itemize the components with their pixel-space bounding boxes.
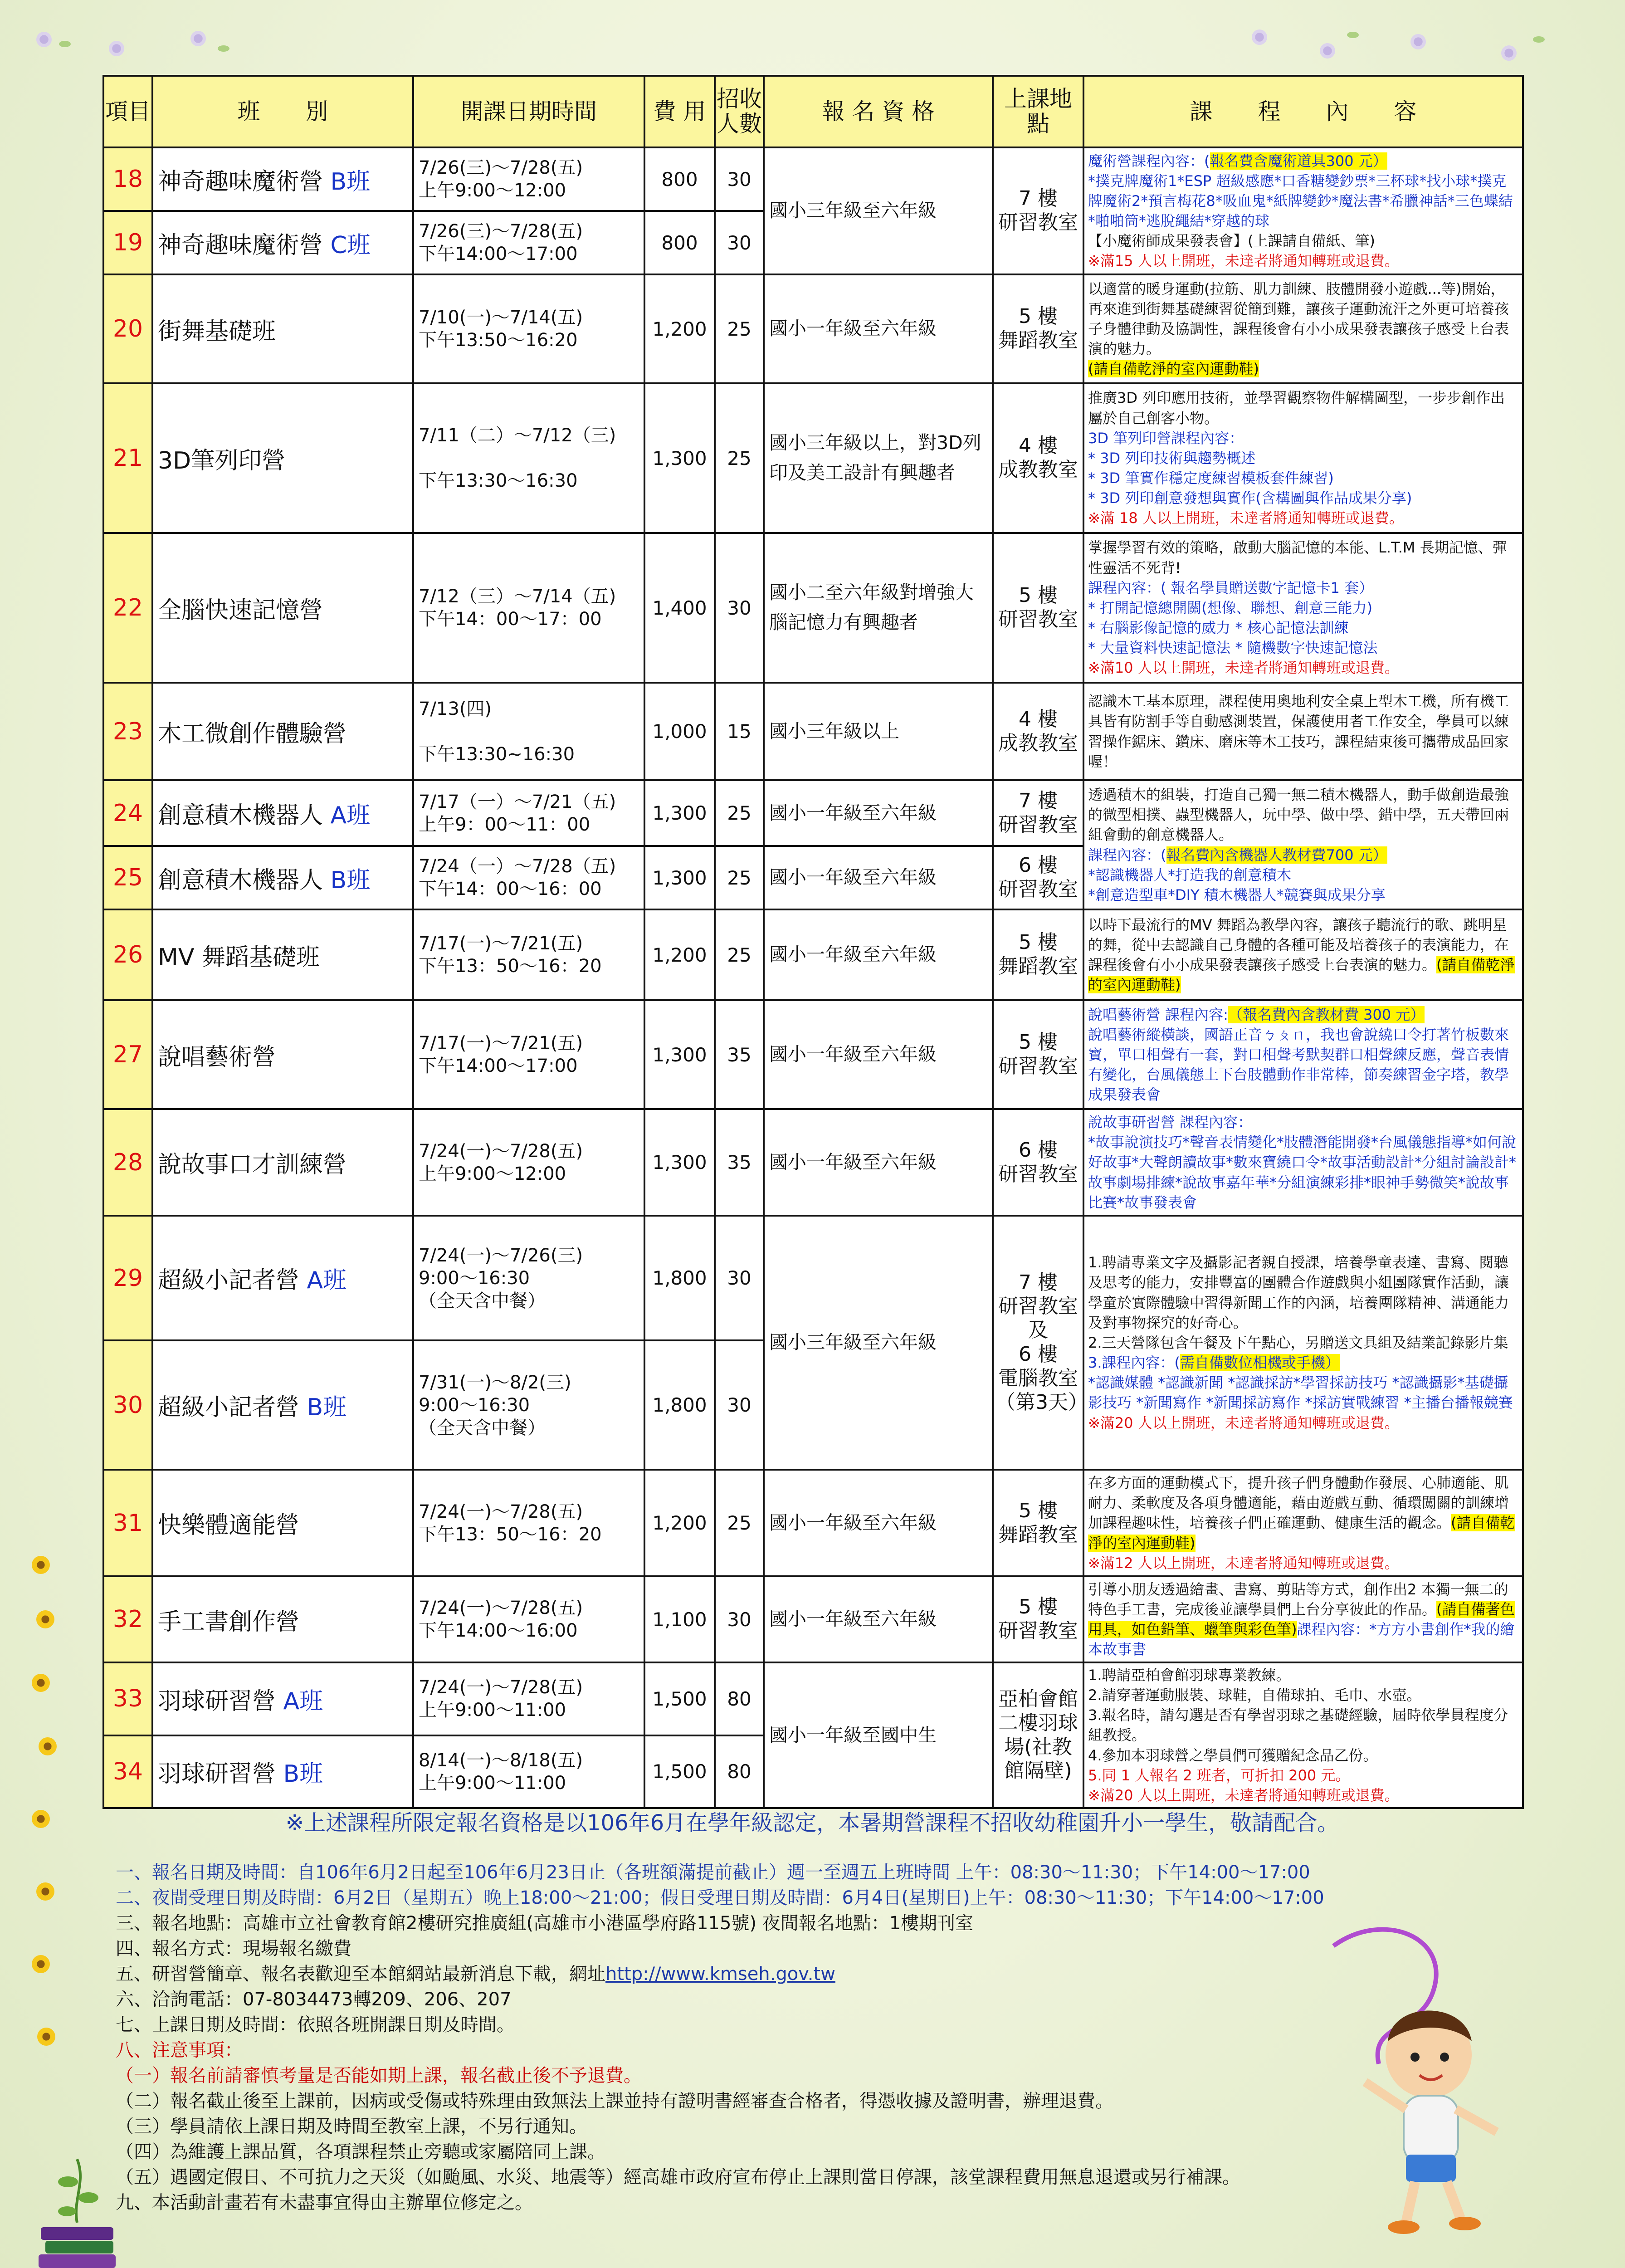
row-no: 26 bbox=[103, 909, 152, 1000]
class-location: 6 樓 研習教室 bbox=[993, 1109, 1083, 1216]
class-eligibility: 國小一年級至六年級 bbox=[764, 1576, 993, 1662]
class-eligibility: 國小一年級至國中生 bbox=[764, 1662, 993, 1808]
class-content: 1.聘請專業文字及攝影記者親自授課，培養學童表達、書寫、閱聽及思考的能力，安排豐富的團體合作遊戲與小組團隊實作活動，讓學童於實際體驗中習得新聞工作的內涵，培養團隊精神、溝通能力及對事物探究的好奇心。 2.三天營隊包含午餐及下午點心，另贈送文具組及結業記錄影片集 3.課程內容：(需自備數位相機或手機） *認識媒體 *認識新聞 *認識採訪*學習採訪技巧 *認識攝影*基礎攝影技巧 *新聞寫作 *新聞採訪寫作 *採訪實戰練習 *主播台播報競賽 ※滿20 人以上開班，未達者將通知轉班或退費。 bbox=[1083, 1216, 1523, 1470]
books-plant-illustration bbox=[32, 2155, 122, 2268]
class-capacity: 25 bbox=[715, 1470, 764, 1576]
class-eligibility: 國小一年級至六年級 bbox=[764, 274, 993, 383]
row-no: 25 bbox=[103, 846, 152, 909]
class-fee: 1,300 bbox=[644, 1000, 715, 1109]
class-location: 7 樓 研習教室 及 6 樓 電腦教室 （第3天） bbox=[993, 1216, 1083, 1470]
row-no: 18 bbox=[103, 147, 152, 211]
class-fee: 1,300 bbox=[644, 780, 715, 846]
table-row bbox=[103, 1000, 1523, 1109]
class-content: 說唱藝術營 課程內容:（報名費內含教材費 300 元） 說唱藝術縱橫談，國語正音ㄅㄆㄇ，我也會說繞口令打著竹板數來寶，單口相聲有一套，對口相聲考默契群口相聲練反應，聲音表情有變化，台風儀態上下台肢體動作非常棒，節奏練習金字塔，教學成果發表會 bbox=[1083, 1000, 1523, 1109]
class-fee: 800 bbox=[644, 211, 715, 274]
table-header-row bbox=[103, 76, 1523, 147]
class-location: 5 樓 舞蹈教室 bbox=[993, 1470, 1083, 1576]
info-line: 九、本活動計畫若有未盡事宜得由主辦單位修定之。 bbox=[116, 2192, 533, 2213]
class-fee: 1,300 bbox=[644, 383, 715, 533]
class-location: 7 樓 研習教室 bbox=[993, 780, 1083, 846]
table-row bbox=[103, 1576, 1523, 1662]
row-no: 20 bbox=[103, 274, 152, 383]
table-row bbox=[103, 147, 1523, 211]
class-location: 5 樓 舞蹈教室 bbox=[993, 274, 1083, 383]
header-location: 上課地點 bbox=[993, 76, 1083, 147]
class-content: 推廣3D 列印應用技術，並學習觀察物件解構圖型，一步步創作出屬於自己創客小物。 3D 筆列印營課程內容： * 3D 列印技術與趨勢概述 * 3D 筆實作穩定度練習模板套件練習) * 3D 列印創意發想與實作(含構圖與作品成果分享) ※滿 18 人以上開班，未達者將通知轉班或退費。 bbox=[1083, 383, 1523, 533]
class-fee: 1,800 bbox=[644, 1340, 715, 1470]
info-line: 一、報名日期及時間：自106年6月2日起至106年6月23日止（各班額滿提前截止）週一至週五上班時間 上午：08:30～11:30；下午14:00～17:00 bbox=[116, 1862, 1310, 1883]
info-note: （三）學員請依上課日期及時間至教室上課，不另行通知。 bbox=[116, 2116, 587, 2137]
class-date: 7/24(一)～7/28(五) 上午9:00～11:00 bbox=[413, 1662, 644, 1735]
class-content: 以時下最流行的MV 舞蹈為教學內容，讓孩子聽流行的歌、跳明星的舞，從中去認識自己身體的各種可能及培養孩子的表演能力，在課程後會有小小成果發表讓孩子感受上台表演的魅力。(請自備乾淨的室內運動鞋) bbox=[1083, 909, 1523, 1000]
class-date: 7/10(一)～7/14(五) 下午13:50～16:20 bbox=[413, 274, 644, 383]
info-note: （四）為維護上課品質，各項課程禁止旁聽或家屬陪同上課。 bbox=[116, 2141, 605, 2162]
class-content: 說故事研習營 課程內容： *故事說演技巧*聲音表情變化*肢體潛能開發*台風儀態指導*如何說好故事*大聲朗讀故事*數來寶繞口令*故事活動設計*分組討論設計*故事劇場排練*說故事嘉年華*分組演練彩排*眼神手勢微笑*說故事比賽*故事發表會 bbox=[1083, 1109, 1523, 1216]
class-fee: 800 bbox=[644, 147, 715, 211]
class-capacity: 35 bbox=[715, 1109, 764, 1216]
class-date: 7/24(一)～7/28(五) 下午13：50～16：20 bbox=[413, 1470, 644, 1576]
class-fee: 1,500 bbox=[644, 1735, 715, 1809]
class-fee: 1,200 bbox=[644, 909, 715, 1000]
row-no: 22 bbox=[103, 533, 152, 683]
class-capacity: 25 bbox=[715, 780, 764, 846]
row-no: 33 bbox=[103, 1662, 152, 1735]
class-content: 透過積木的組裝，打造自己獨一無二積木機器人，動手做創造最強的微型相撲、蟲型機器人，玩中學、做中學、錯中學，五天帶回兩組會動的創意機器人。 課程內容：(報名費內含機器人教材費700 元） *認識機器人*打造我的創意積木 *創意造型車*DIY 積木機器人*競賽與成果分享 bbox=[1083, 780, 1523, 909]
header-no: 項目 bbox=[103, 76, 152, 147]
class-name: 3D筆列印營 bbox=[152, 383, 413, 533]
class-content: 魔術營課程內容：(報名費含魔術道具300 元） *撲克牌魔術1*ESP 超級感應*口香糖變鈔票*三杯球*找小球*撲克牌魔術2*預言梅花8*吸血鬼*紙牌變鈔*魔法書*希臘神話*三色蝶結*啪啪筒*逃脫繩結*穿越的球 【小魔術師成果發表會】(上課請自備紙、筆) ※滿15 人以上開班，未達者將通知轉班或退費。 bbox=[1083, 147, 1523, 274]
registration-info bbox=[116, 1860, 1522, 2215]
class-content: 在多方面的運動模式下，提升孩子們身體動作發展、心肺適能、肌耐力、柔軟度及各項身體適能，藉由遊戲互動、循環闖關的訓練增加課程趣味性，培養孩子們正確運動、健康生活的觀念。(請自備乾淨的室內運動鞋) ※滿12 人以上開班，未達者將通知轉班或退費。 bbox=[1083, 1470, 1523, 1576]
class-name: 羽球研習營 B班 bbox=[152, 1735, 413, 1809]
class-capacity: 25 bbox=[715, 846, 764, 909]
info-note: （二）報名截止後至上課前，因病或受傷或特殊理由致無法上課並持有證明書經審查合格者，得憑收據及證明書，辦理退費。 bbox=[116, 2091, 1113, 2112]
class-capacity: 30 bbox=[715, 1576, 764, 1662]
class-capacity: 35 bbox=[715, 1000, 764, 1109]
class-date: 7/13(四) 下午13:30~16:30 bbox=[413, 683, 644, 780]
row-no: 24 bbox=[103, 780, 152, 846]
class-capacity: 30 bbox=[715, 147, 764, 211]
table-row bbox=[103, 1662, 1523, 1735]
info-note: （五）遇國定假日、不可抗力之天災（如颱風、水災、地震等）經高雄市政府宣布停止上課則當日停課，該堂課程費用無息退還或另行補課。 bbox=[116, 2167, 1240, 2188]
class-name: 創意積木機器人 B班 bbox=[152, 846, 413, 909]
class-content: 以適當的暖身運動(拉筋、肌力訓練、肢體開發小遊戲...等)開始，再來進到街舞基礎練習從簡到難，讓孩子運動流汗之外更可培養孩子身體律動及協調性，課程後會有小小成果發表讓孩子感受上台表演的魅力。 (請自備乾淨的室內運動鞋) bbox=[1083, 274, 1523, 383]
class-name: 快樂體適能營 bbox=[152, 1470, 413, 1576]
table-row bbox=[103, 1109, 1523, 1216]
class-capacity: 30 bbox=[715, 1216, 764, 1340]
class-fee: 1,300 bbox=[644, 846, 715, 909]
class-date: 7/17（一）～7/21（五) 上午9：00～11：00 bbox=[413, 780, 644, 846]
class-fee: 1,100 bbox=[644, 1576, 715, 1662]
class-name: 木工微創作體驗營 bbox=[152, 683, 413, 780]
class-name: 說唱藝術營 bbox=[152, 1000, 413, 1109]
class-location: 亞柏會館 二樓羽球 場(社教 館隔壁) bbox=[993, 1662, 1083, 1808]
class-eligibility: 國小一年級至六年級 bbox=[764, 780, 993, 846]
course-schedule-table bbox=[102, 75, 1524, 1809]
table-row bbox=[103, 780, 1523, 846]
class-location: 5 樓 研習教室 bbox=[993, 1000, 1083, 1109]
header-eligibility: 報 名 資 格 bbox=[764, 76, 993, 147]
table-row bbox=[103, 683, 1523, 780]
class-date: 7/26(三)～7/28(五) 下午14:00～17:00 bbox=[413, 211, 644, 274]
class-name: MV 舞蹈基礎班 bbox=[152, 909, 413, 1000]
info-line: 七、上課日期及時間：依照各班開課日期及時間。 bbox=[116, 2014, 515, 2035]
sunflower-decoration bbox=[32, 1556, 59, 2146]
class-name: 說故事口才訓練營 bbox=[152, 1109, 413, 1216]
class-location: 5 樓 研習教室 bbox=[993, 533, 1083, 683]
class-date: 7/17(一)～7/21(五) 下午13：50～16：20 bbox=[413, 909, 644, 1000]
info-line: 四、報名方式：現場報名繳費 bbox=[116, 1938, 351, 1959]
class-fee: 1,400 bbox=[644, 533, 715, 683]
row-no: 19 bbox=[103, 211, 152, 274]
class-capacity: 30 bbox=[715, 211, 764, 274]
class-fee: 1,200 bbox=[644, 274, 715, 383]
class-capacity: 30 bbox=[715, 533, 764, 683]
class-location: 6 樓 研習教室 bbox=[993, 846, 1083, 909]
class-eligibility: 國小三年級以上 bbox=[764, 683, 993, 780]
class-name: 街舞基礎班 bbox=[152, 274, 413, 383]
header-capacity: 招收人數 bbox=[715, 76, 764, 147]
row-no: 27 bbox=[103, 1000, 152, 1109]
class-date: 7/24(一)～7/28(五) 下午14:00～16:00 bbox=[413, 1576, 644, 1662]
class-eligibility: 國小二至六年級對增強大腦記憶力有興趣者 bbox=[764, 533, 993, 683]
table-row bbox=[103, 909, 1523, 1000]
class-eligibility: 國小三年級至六年級 bbox=[764, 147, 993, 274]
class-name: 手工書創作營 bbox=[152, 1576, 413, 1662]
class-name: 全腦快速記憶營 bbox=[152, 533, 413, 683]
class-location: 7 樓 研習教室 bbox=[993, 147, 1083, 274]
row-no: 28 bbox=[103, 1109, 152, 1216]
class-capacity: 25 bbox=[715, 274, 764, 383]
class-date: 7/31(一)～8/2(三) 9:00～16:30 （全天含中餐） bbox=[413, 1340, 644, 1470]
class-eligibility: 國小一年級至六年級 bbox=[764, 909, 993, 1000]
class-capacity: 80 bbox=[715, 1735, 764, 1809]
class-date: 7/26(三)～7/28(五) 上午9:00～12:00 bbox=[413, 147, 644, 211]
class-capacity: 25 bbox=[715, 909, 764, 1000]
info-note: （一）報名前請審慎考量是否能如期上課，報名截止後不予退費。 bbox=[116, 2065, 642, 2086]
info-line: 三、報名地點：高雄市立社會教育館2樓研究推廣組(高雄市小港區學府路115號) 夜間報名地點：1樓期刊室 bbox=[116, 1913, 974, 1934]
class-fee: 1,300 bbox=[644, 1109, 715, 1216]
table-row bbox=[103, 274, 1523, 383]
class-date: 7/12（三）～7/14（五) 下午14：00～17：00 bbox=[413, 533, 644, 683]
class-date: 7/24(一)～7/26(三) 9:00～16:30 （全天含中餐） bbox=[413, 1216, 644, 1340]
header-date: 開課日期時間 bbox=[413, 76, 644, 147]
table-row bbox=[103, 1470, 1523, 1576]
class-name: 羽球研習營 A班 bbox=[152, 1662, 413, 1735]
website-link[interactable]: http://www.kmseh.gov.tw bbox=[605, 1964, 835, 1984]
header-content: 課 程 內 容 bbox=[1083, 76, 1523, 147]
row-no: 31 bbox=[103, 1470, 152, 1576]
class-name: 創意積木機器人 A班 bbox=[152, 780, 413, 846]
class-content: 掌握學習有效的策略，啟動大腦記憶的本能、L.T.M 長期記憶、彈性靈活不死背! 課程內容：( 報名學員贈送數字記憶卡1 套） * 打開記憶總開關(想像、聯想、創意三能力) * 右腦影像記憶的威力 * 核心記憶法訓練 * 大量資料快速記憶法 * 隨機數字快速記憶法 ※滿10 人以上開班，未達者將通知轉班或退費。 bbox=[1083, 533, 1523, 683]
class-name: 神奇趣味魔術營 B班 bbox=[152, 147, 413, 211]
class-location: 5 樓 舞蹈教室 bbox=[993, 909, 1083, 1000]
class-fee: 1,800 bbox=[644, 1216, 715, 1340]
class-name: 超級小記者營 B班 bbox=[152, 1340, 413, 1470]
class-date: 7/24（一）～7/28（五) 下午14：00～16：00 bbox=[413, 846, 644, 909]
class-date: 7/11（二）～7/12（三) 下午13:30～16:30 bbox=[413, 383, 644, 533]
row-no: 29 bbox=[103, 1216, 152, 1340]
row-no: 30 bbox=[103, 1340, 152, 1470]
row-no: 32 bbox=[103, 1576, 152, 1662]
class-capacity: 15 bbox=[715, 683, 764, 780]
row-no: 34 bbox=[103, 1735, 152, 1809]
class-content: 認識木工基本原理，課程使用奧地利安全桌上型木工機，所有機工具皆有防割手等自動感測裝置，保護使用者工作安全，學員可以練習操作鋸床、鑽床、磨床等木工技巧，課程結束後可攜帶成品回家喔！ bbox=[1083, 683, 1523, 780]
flower-border-decoration bbox=[27, 27, 1598, 64]
class-capacity: 25 bbox=[715, 383, 764, 533]
class-capacity: 30 bbox=[715, 1340, 764, 1470]
table-row bbox=[103, 533, 1523, 683]
class-content: 1.聘請亞柏會館羽球專業教練。 2.請穿著運動服裝、球鞋，自備球拍、毛巾、水壺。 3.報名時，請勾選是否有學習羽球之基礎經驗，屆時依學員程度分組教授。 4.參加本羽球營之學員們可獲贈紀念品乙份。 5.同 1 人報名 2 班者，可折扣 200 元。 ※滿20 人以上開班，未達者將通知轉班或退費。 bbox=[1083, 1662, 1523, 1808]
class-capacity: 80 bbox=[715, 1662, 764, 1735]
eligibility-notice: ※上述課程所限定報名資格是以106年6月在學年級認定，本暑期營課程不招收幼稚園升小一學生，敬請配合。 bbox=[285, 1810, 1339, 1836]
class-fee: 1,200 bbox=[644, 1470, 715, 1576]
class-eligibility: 國小三年級以上，對3D列印及美工設計有興趣者 bbox=[764, 383, 993, 533]
class-name: 超級小記者營 A班 bbox=[152, 1216, 413, 1340]
row-no: 21 bbox=[103, 383, 152, 533]
class-eligibility: 國小三年級至六年級 bbox=[764, 1216, 993, 1470]
header-fee: 費 用 bbox=[644, 76, 715, 147]
class-date: 8/14(一)～8/18(五) 上午9:00～11:00 bbox=[413, 1735, 644, 1809]
class-fee: 1,500 bbox=[644, 1662, 715, 1735]
class-location: 4 樓 成教教室 bbox=[993, 383, 1083, 533]
class-eligibility: 國小一年級至六年級 bbox=[764, 1470, 993, 1576]
table-row bbox=[103, 1216, 1523, 1340]
row-no: 23 bbox=[103, 683, 152, 780]
header-class: 班 別 bbox=[152, 76, 413, 147]
class-location: 5 樓 研習教室 bbox=[993, 1576, 1083, 1662]
table-row bbox=[103, 383, 1523, 533]
class-eligibility: 國小一年級至六年級 bbox=[764, 1109, 993, 1216]
class-date: 7/24(一)～7/28(五) 上午9:00～12:00 bbox=[413, 1109, 644, 1216]
info-line: 八、注意事項： bbox=[116, 2040, 243, 2061]
class-eligibility: 國小一年級至六年級 bbox=[764, 846, 993, 909]
class-date: 7/17(一)～7/21(五) 下午14:00～17:00 bbox=[413, 1000, 644, 1109]
class-name: 神奇趣味魔術營 C班 bbox=[152, 211, 413, 274]
info-line: 二、夜間受理日期及時間：6月2日（星期五）晚上18:00～21:00；假日受理日期及時間：6月4日(星期日)上午：08:30～11:30；下午14:00～17:00 bbox=[116, 1887, 1324, 1908]
info-line: 五、研習營簡章、報名表歡迎至本館網站最新消息下載，網址http://www.kmseh.gov.tw bbox=[116, 1964, 835, 1984]
class-eligibility: 國小一年級至六年級 bbox=[764, 1000, 993, 1109]
info-line: 六、洽詢電話：07-8034473轉209、206、207 bbox=[116, 1989, 512, 2010]
dancing-kid-illustration bbox=[1315, 1919, 1515, 2236]
class-location: 4 樓 成教教室 bbox=[993, 683, 1083, 780]
class-fee: 1,000 bbox=[644, 683, 715, 780]
class-content: 引導小朋友透過繪畫、書寫、剪貼等方式，創作出2 本獨一無二的特色手工書，完成後並讓學員們上台分享彼此的作品。(請自備著色用具，如色鉛筆、蠟筆與彩色筆)課程內容：*方方小書創作*我的繪本故事書 bbox=[1083, 1576, 1523, 1662]
